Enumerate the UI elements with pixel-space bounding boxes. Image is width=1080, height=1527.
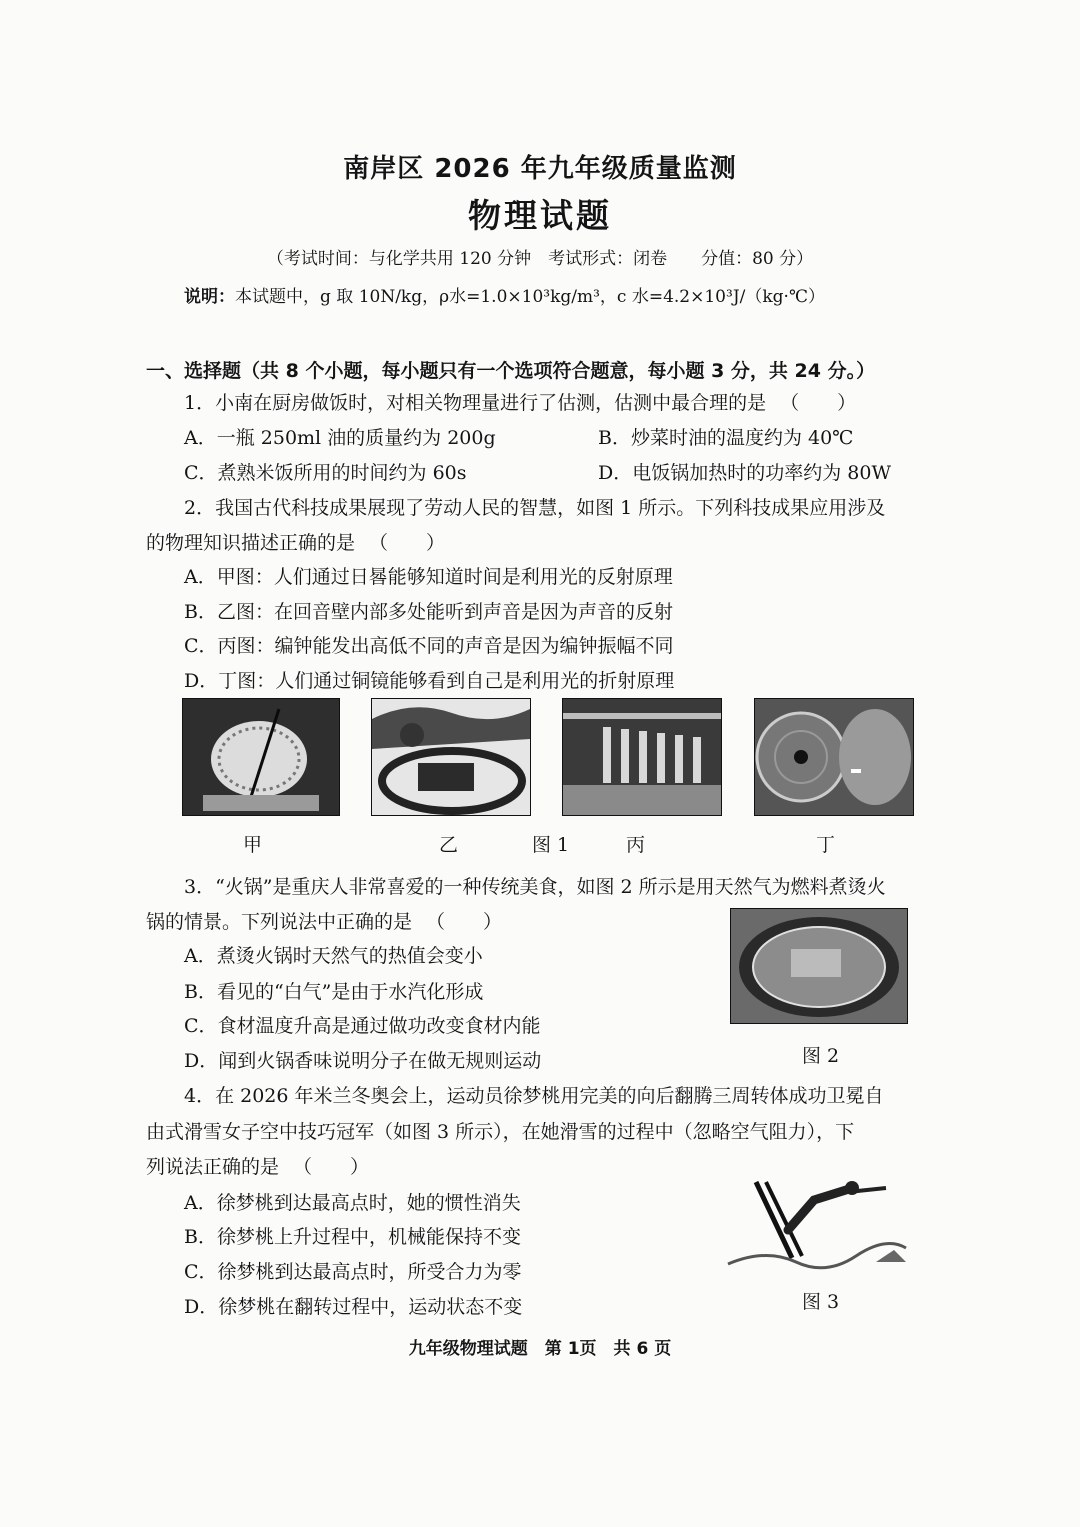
page-footer: 九年级物理试题 第 1页 共 6 页 [408,1339,672,1359]
figure-1-echo-wall-photo [371,698,531,816]
answer-paren: （ ） [293,1156,370,1178]
q2-option-c: C．丙图：编钟能发出高低不同的声音是因为编钟振幅不同 [184,635,674,657]
q3-stem-line1: 3．“火锅”是重庆人非常喜爱的一种传统美食，如图 2 所示是用天然气为燃料煮烫火 [184,876,886,898]
exam-note [184,282,825,307]
q4-option-c: C．徐梦桃到达最高点时，所受合力为零 [184,1261,522,1283]
q4-option-d: D．徐梦桃在翻转过程中，运动状态不变 [184,1296,523,1318]
q4-stem-line1: 4．在 2026 年米兰冬奥会上，运动员徐梦桃用完美的向后翻腾三周转体成功卫冕自 [184,1085,884,1107]
q3-option-b: B．看见的“白气”是由于水汽化形成 [184,981,484,1003]
exam-title: 南岸区 2026 年九年级质量监测 [343,154,737,184]
exam-meta: （考试时间：与化学共用 120 分钟 考试形式：闭卷 分值：80 分） [266,249,814,269]
q4-option-a: A．徐梦桃到达最高点时，她的惯性消失 [184,1192,521,1214]
q1-stem [184,388,856,415]
q4-option-b: B．徐梦桃上升过程中，机械能保持不变 [184,1226,521,1248]
figure-1-label-bing: 丙 [626,834,646,856]
note-text: 本试题中，g 取 10N/kg，ρ水=1.0×10³kg/m³，c 水=4.2×10³J/（kg·℃） [235,287,825,307]
q3-option-a: A．煮烫火锅时天然气的热值会变小 [184,945,483,967]
q2-option-b: B．乙图：在回音壁内部多处能听到声音是因为声音的反射 [184,601,673,623]
figure-1-chime-bells-photo [562,698,722,816]
q3-option-d: D．闻到火锅香味说明分子在做无规则运动 [184,1050,542,1072]
q3-stem-line2 [146,907,502,934]
q2-stem-line2 [146,528,445,555]
q2-stem-line1: 2．我国古代科技成果展现了劳动人民的智慧，如图 1 所示。下列科技成果应用涉及 [184,497,886,519]
q4-stem-line2: 由式滑雪女子空中技巧冠军（如图 3 所示），在她滑雪的过程中（忽略空气阻力），下 [146,1121,855,1143]
figure-2-caption: 图 2 [802,1045,840,1067]
q1-option-c: C．煮熟米饭所用的时间约为 60s [184,462,467,484]
q1-option-a: A．一瓶 250ml 油的质量约为 200g [184,427,496,449]
figure-2-hotpot-photo [730,908,908,1024]
exam-subject: 物理试题 [468,196,612,235]
figure-3-skier-illustration [726,1178,908,1270]
q2-stem-line2-text: 的物理知识描述正确的是 [146,532,356,554]
note-label: 说明： [184,287,235,307]
section-title: 一、选择题（共 8 个小题，每小题只有一个选项符合题意，每小题 3 分，共 24 分。） [146,360,876,382]
figure-1-label-jia: 甲 [243,834,263,856]
q4-stem-line3-text: 列说法正确的是 [146,1156,280,1178]
q4-stem-line3 [146,1152,369,1179]
answer-paren: （ ） [426,911,503,933]
figure-1-label-ding: 丁 [816,834,836,856]
answer-paren: （ ） [369,532,446,554]
q1-option-d: D．电饭锅加热时的功率约为 80W [598,462,891,484]
figure-1-label-yi: 乙 [439,834,459,856]
q3-option-c: C．食材温度升高是通过做功改变食材内能 [184,1015,541,1037]
q3-stem-line2-text: 锅的情景。下列说法中正确的是 [146,911,413,933]
q2-option-d: D．丁图：人们通过铜镜能够看到自己是利用光的折射原理 [184,670,675,692]
answer-paren: （ ） [780,392,857,414]
figure-1-bronze-mirror-photo [754,698,914,816]
figure-1-caption: 图 1 [532,834,570,856]
q2-option-a: A．甲图：人们通过日晷能够知道时间是利用光的反射原理 [184,566,673,588]
figure-1-sundial-photo [182,698,340,816]
figure-3-caption: 图 3 [802,1291,840,1313]
q1-stem-text: 1．小南在厨房做饭时，对相关物理量进行了估测，估测中最合理的是 [184,392,767,414]
q1-option-b: B．炒菜时油的温度约为 40℃ [598,427,854,449]
